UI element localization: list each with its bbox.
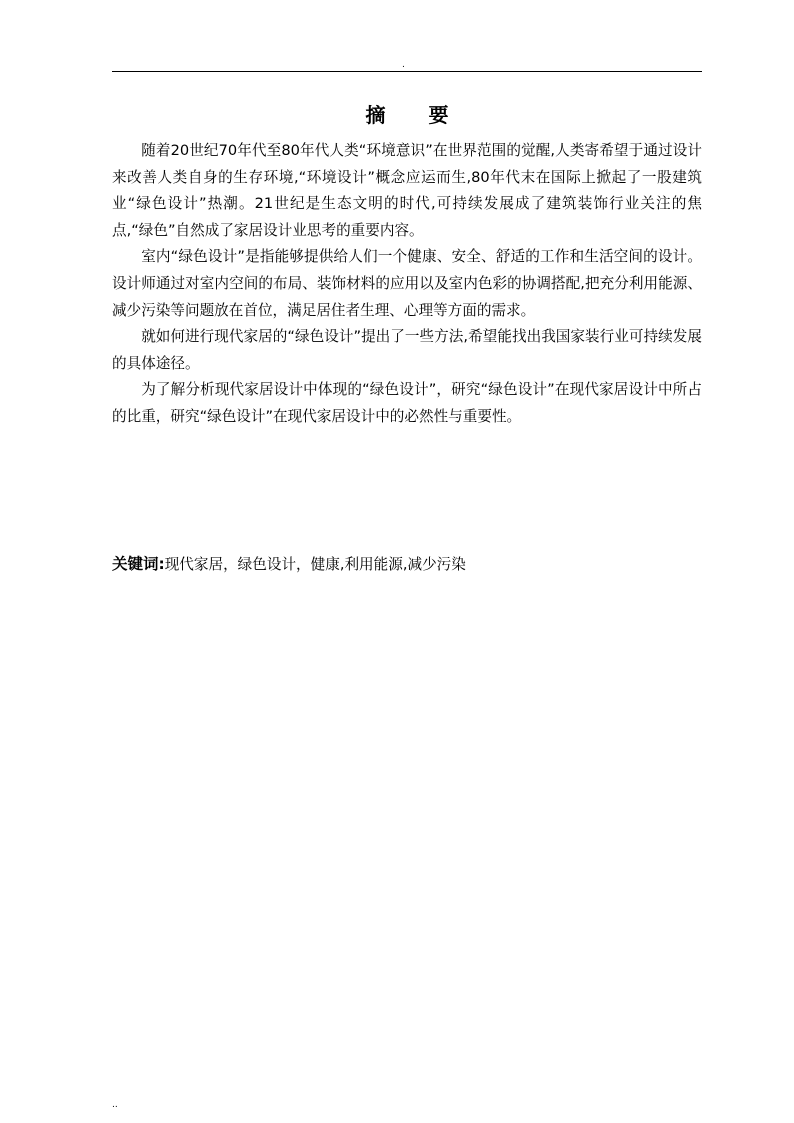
keywords-line <box>112 551 702 578</box>
header-rule <box>112 71 702 72</box>
abstract-paragraph-3: 就如何进行现代家居的“绿色设计”提出了一些方法,希望能找出我国家装行业可持续发展的具体途径。 <box>112 328 702 372</box>
abstract-body <box>112 138 702 431</box>
abstract-paragraph-2: 室内“绿色设计”是指能够提供给人们一个健康、安全、舒适的工作和生活空间的设计。设计师通过对室内空间的布局、装饰材料的应用以及室内色彩的协调搭配,把充分利用能源、减少污染等问题放在首位，满足居住者生理、心理等方面的需求。 <box>112 248 702 319</box>
header-mark: . <box>402 60 405 70</box>
footer-mark: .. <box>112 1100 118 1110</box>
abstract-paragraph-1: 随着20世纪70年代至80年代人类“环境意识”在世界范围的觉醒,人类寄希望于通过设计来改善人类自身的生存环境,“环境设计”概念应运而生,80年代末在国际上掀起了一股建筑业“绿色设计”热潮。21世纪是生态文明的时代,可持续发展成了建筑装饰行业关注的焦点,“绿色”自然成了家居设计业思考的重要内容。 <box>112 142 702 239</box>
keywords-text: 现代家居，绿色设计，健康,利用能源,减少污染 <box>164 556 466 573</box>
abstract-paragraph-4: 为了解分析现代家居设计中体现的“绿色设计”，研究“绿色设计”在现代家居设计中所占的比重，研究“绿色设计”在现代家居设计中的必然性与重要性。 <box>112 381 702 425</box>
keywords-label: 关键词: <box>112 555 165 573</box>
abstract-title: 摘 要 <box>365 103 467 127</box>
